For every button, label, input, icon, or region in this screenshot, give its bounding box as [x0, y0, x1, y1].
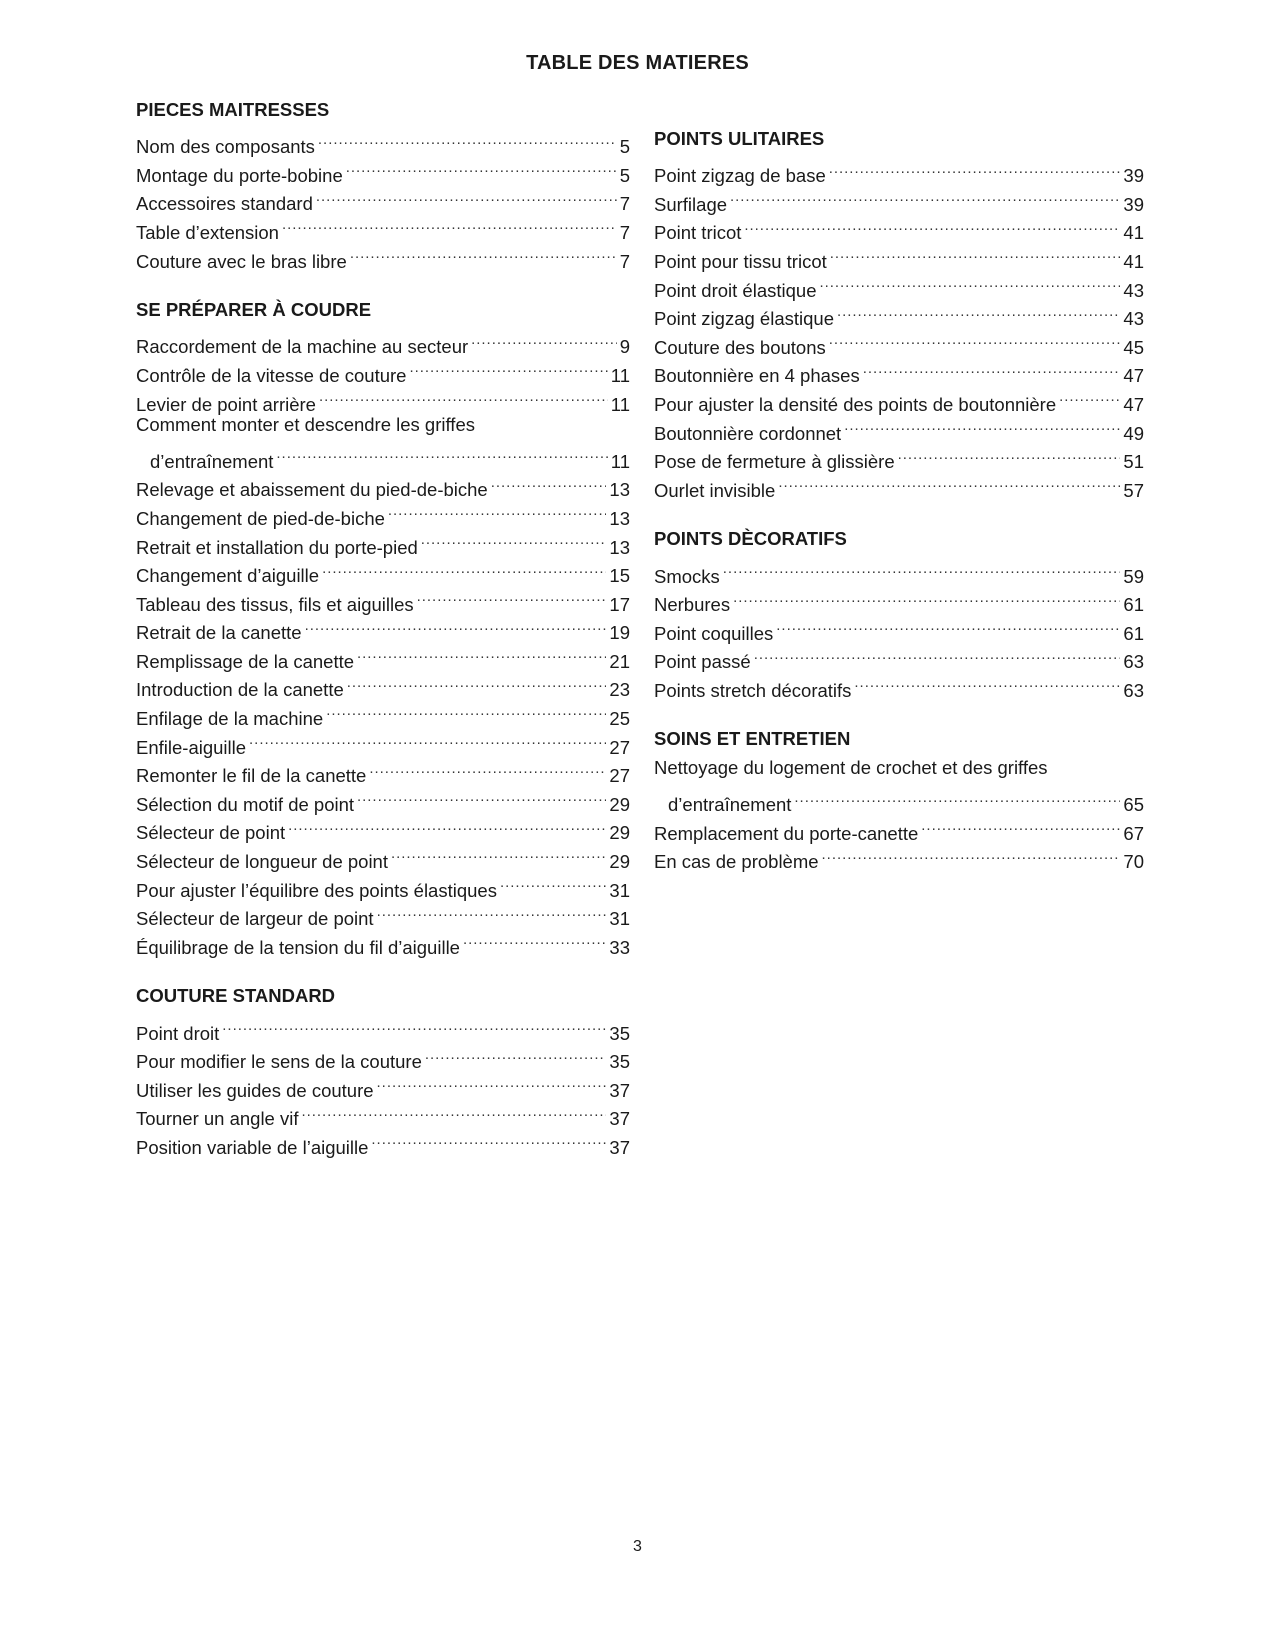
dot-leader — [1059, 382, 1120, 411]
dot-leader — [222, 1011, 606, 1040]
toc-entry-page: 43 — [1123, 279, 1144, 301]
toc-entry-page: 70 — [1123, 851, 1144, 873]
toc-entry — [654, 583, 1144, 616]
toc-entry-label: Enfile-aiguille — [136, 736, 247, 758]
dot-leader — [322, 554, 606, 583]
toc-entry-page: 45 — [1123, 336, 1144, 358]
toc-entry-label: Relevage et abaissement du pied-de-biche — [136, 479, 488, 501]
section-heading: POINTS ULITAIRES — [654, 128, 825, 149]
toc-entry-page: 35 — [609, 1022, 630, 1044]
toc-entry — [136, 325, 630, 358]
toc-entry-page: 29 — [609, 793, 630, 815]
toc-entry-label: Tableau des tissus, fils et aiguilles — [136, 593, 414, 615]
toc-entry-page: 19 — [609, 622, 630, 644]
toc-right-column — [654, 125, 1144, 897]
toc-entry-page: 51 — [1123, 451, 1144, 473]
toc-entry-label: Table d’extension — [136, 221, 279, 243]
toc-entry-page: 47 — [1123, 393, 1144, 415]
toc-entry-label: Point droit élastique — [654, 279, 817, 301]
toc-entry-page: 27 — [609, 765, 630, 787]
dot-leader — [318, 125, 617, 154]
toc-entry-label: Utiliser les guides de couture — [136, 1079, 374, 1101]
dot-leader — [776, 611, 1120, 640]
toc-entry-page: 35 — [609, 1051, 630, 1073]
dot-leader — [316, 182, 617, 211]
toc-entry-page: 29 — [609, 822, 630, 844]
toc-entry-page: 23 — [609, 679, 630, 701]
toc-entry-label: Point passé — [654, 651, 751, 673]
toc-entry-label: Accessoires standard — [136, 193, 313, 215]
dot-leader — [326, 696, 606, 725]
dot-leader — [377, 1068, 607, 1097]
toc-entry-page: 47 — [1123, 365, 1144, 387]
dot-leader — [357, 782, 606, 811]
toc-entry-label: Surfilage — [654, 193, 728, 215]
toc-entry-label: Point zigzag élastique — [654, 308, 834, 330]
dot-leader — [829, 154, 1121, 183]
toc-entry-page: 15 — [609, 565, 630, 587]
toc-section — [136, 982, 630, 1158]
toc-entry-page: 7 — [619, 250, 630, 272]
page-title: TABLE DES MATIERES — [526, 52, 749, 74]
toc-entry-label: Point tricot — [654, 222, 742, 244]
toc-entry-page: 31 — [609, 908, 630, 930]
toc-entry-page: 9 — [619, 336, 630, 358]
toc-entry-label: Équilibrage de la tension du fil d’aiguille — [136, 936, 460, 958]
dot-leader — [723, 554, 1121, 583]
toc-section — [654, 525, 1144, 701]
toc-entry-label: d’entraînement — [668, 794, 792, 816]
toc-entry-label: Point coquilles — [654, 622, 774, 644]
toc-entry-label: Point droit — [136, 1022, 220, 1044]
toc-entry-page: 7 — [619, 193, 630, 215]
dot-leader — [844, 411, 1120, 440]
dot-leader — [830, 239, 1121, 268]
page-number: 3 — [633, 1538, 642, 1555]
toc-entry-page: 11 — [610, 393, 630, 415]
toc-entry-page: 31 — [609, 879, 630, 901]
dot-leader — [730, 182, 1120, 211]
toc-entry-label: Boutonnière cordonnet — [654, 422, 842, 444]
dot-leader — [288, 811, 606, 840]
dot-leader — [921, 811, 1120, 840]
toc-entry-page: 57 — [1123, 479, 1144, 501]
toc-entry-page: 13 — [609, 479, 630, 501]
toc-entry-page: 29 — [609, 851, 630, 873]
toc-entry-page: 5 — [619, 164, 630, 186]
dot-leader — [471, 325, 617, 354]
dot-leader — [733, 583, 1120, 612]
dot-leader — [319, 382, 608, 411]
toc-entry-page: 13 — [609, 536, 630, 558]
dot-leader — [863, 354, 1121, 383]
toc-entry-page: 63 — [1123, 679, 1144, 701]
dot-leader — [898, 440, 1121, 469]
toc-entry — [136, 439, 630, 472]
toc-section — [136, 296, 630, 958]
toc-entry-line: Comment monter et descendre les griffes — [136, 413, 475, 435]
toc-entry-label: Introduction de la canette — [136, 679, 344, 701]
toc-entry-page: 61 — [1123, 594, 1144, 616]
toc-entry-label: Ourlet invisible — [654, 479, 776, 501]
toc-entry — [654, 211, 1144, 244]
toc-entry-label: Sélecteur de longueur de point — [136, 851, 388, 873]
dot-leader — [249, 725, 606, 754]
toc-entry-page: 43 — [1123, 308, 1144, 330]
toc-entry-label: Smocks — [654, 565, 720, 587]
toc-entry-label: Sélecteur de largeur de point — [136, 908, 374, 930]
toc-entry-label: Levier de point arrière — [136, 393, 316, 415]
toc-entry-label: Sélecteur de point — [136, 822, 286, 844]
toc-entry-page: 65 — [1123, 794, 1144, 816]
toc-entry-label: Position variable de l’aiguille — [136, 1136, 369, 1158]
dot-leader — [744, 211, 1120, 240]
toc-entry-page: 49 — [1123, 422, 1144, 444]
toc-entry-label: Montage du porte-bobine — [136, 164, 343, 186]
toc-entry-label: Enfilage de la machine — [136, 708, 324, 730]
dot-leader — [282, 210, 617, 239]
section-heading: SOINS ET ENTRETIEN — [654, 728, 851, 750]
dot-leader — [854, 668, 1120, 697]
dot-leader — [347, 668, 607, 697]
dot-leader — [837, 297, 1120, 326]
dot-leader — [500, 868, 606, 897]
toc-section — [654, 725, 1144, 873]
toc-section — [136, 96, 630, 272]
toc-entry-page: 37 — [609, 1136, 630, 1158]
dot-leader — [421, 525, 607, 554]
toc-entry-label: Changement d’aiguille — [136, 565, 320, 587]
toc-entry-label: Remonter le fil de la canette — [136, 765, 367, 787]
toc-entry — [136, 1011, 630, 1044]
dot-leader — [305, 611, 607, 640]
toc-entry-label: En cas de problème — [654, 851, 819, 873]
toc-entry-label: Tourner un angle vif — [136, 1108, 299, 1130]
dot-leader — [491, 468, 607, 497]
dot-leader — [829, 325, 1121, 354]
dot-leader — [822, 840, 1121, 869]
toc-entry-page: 27 — [609, 736, 630, 758]
dot-leader — [794, 783, 1120, 812]
dot-leader — [778, 468, 1120, 497]
dot-leader — [409, 353, 607, 382]
dot-leader — [371, 1125, 606, 1154]
dot-leader — [388, 496, 607, 525]
toc-entry-label: Pour ajuster la densité des points de boutonnière — [654, 393, 1057, 415]
dot-leader — [369, 754, 606, 783]
dot-leader — [820, 268, 1121, 297]
toc-left-column — [136, 96, 630, 1183]
toc-entry-page: 37 — [609, 1079, 630, 1101]
dot-leader — [346, 153, 617, 182]
toc-entry-page: 33 — [609, 936, 630, 958]
dot-leader — [391, 839, 606, 868]
toc-entry-page: 25 — [609, 708, 630, 730]
toc-entry-page: 39 — [1123, 165, 1144, 187]
toc-entry-page: 11 — [610, 364, 630, 386]
toc-entry-label: Retrait de la canette — [136, 622, 302, 644]
toc-entry-label: Remplacement du porte-canette — [654, 822, 919, 844]
toc-entry — [136, 125, 630, 158]
toc-entry-label: Raccordement de la machine au secteur — [136, 336, 469, 358]
dot-leader — [417, 582, 607, 611]
toc-section — [654, 125, 1144, 501]
dot-leader — [754, 640, 1121, 669]
toc-entry-label: Couture avec le bras libre — [136, 250, 347, 272]
toc-entry-label: Retrait et installation du porte-pied — [136, 536, 418, 558]
toc-entry-label: Changement de pied-de-biche — [136, 507, 385, 529]
toc-entry-label: Remplissage de la canette — [136, 650, 355, 672]
dot-leader — [276, 439, 607, 468]
toc-entry — [654, 154, 1144, 187]
toc-entry-label: Sélection du motif de point — [136, 793, 355, 815]
toc-entry-label: Points stretch décoratifs — [654, 679, 852, 701]
toc-entry-label: Boutonnière en 4 phases — [654, 365, 860, 387]
toc-entry-label: Couture des boutons — [654, 336, 826, 358]
toc-entry-page: 5 — [619, 136, 630, 158]
toc-entry-page: 61 — [1123, 622, 1144, 644]
section-heading: PIECES MAITRESSES — [136, 99, 330, 120]
section-heading: POINTS DÈCORATIFS — [654, 528, 847, 550]
toc-entry-label: Pour modifier le sens de la couture — [136, 1051, 422, 1073]
toc-entry-page: 41 — [1123, 222, 1144, 244]
dot-leader — [463, 925, 606, 954]
dot-leader — [302, 1097, 607, 1126]
toc-entry-page: 21 — [609, 650, 630, 672]
section-heading: SE PRÉPARER À COUDRE — [136, 299, 372, 321]
toc-entry-page: 13 — [609, 507, 630, 529]
toc-entry-label: Point pour tissu tricot — [654, 250, 827, 272]
dot-leader — [425, 1040, 607, 1069]
toc-entry-label: Nom des composants — [136, 136, 315, 158]
toc-entry-page: 11 — [610, 450, 630, 472]
dot-leader — [350, 239, 617, 268]
toc-entry-page: 63 — [1123, 651, 1144, 673]
toc-entry-label: Contrôle de la vitesse de couture — [136, 364, 407, 386]
toc-entry-label: Point zigzag de base — [654, 165, 826, 187]
toc-entry — [654, 554, 1144, 587]
toc-entry — [654, 783, 1144, 816]
toc-entry-line: Nettoyage du logement de crochet et des griffes — [654, 757, 1048, 779]
toc-entry-page: 67 — [1123, 822, 1144, 844]
toc-entry-page: 39 — [1123, 193, 1144, 215]
toc-entry-page: 59 — [1123, 565, 1144, 587]
toc-entry-label: Nerbures — [654, 594, 731, 616]
toc-entry-page: 17 — [609, 593, 630, 615]
toc-entry-label: Pour ajuster l’équilibre des points élastiques — [136, 879, 497, 901]
dot-leader — [357, 639, 606, 668]
dot-leader — [377, 897, 607, 926]
toc-entry-page: 37 — [609, 1108, 630, 1130]
toc-entry-label: Pose de fermeture à glissière — [654, 451, 895, 473]
section-heading: COUTURE STANDARD — [136, 985, 336, 1007]
toc-entry-page: 7 — [619, 221, 630, 243]
toc-entry-page: 41 — [1123, 250, 1144, 272]
toc-entry-label: d’entraînement — [150, 450, 274, 472]
